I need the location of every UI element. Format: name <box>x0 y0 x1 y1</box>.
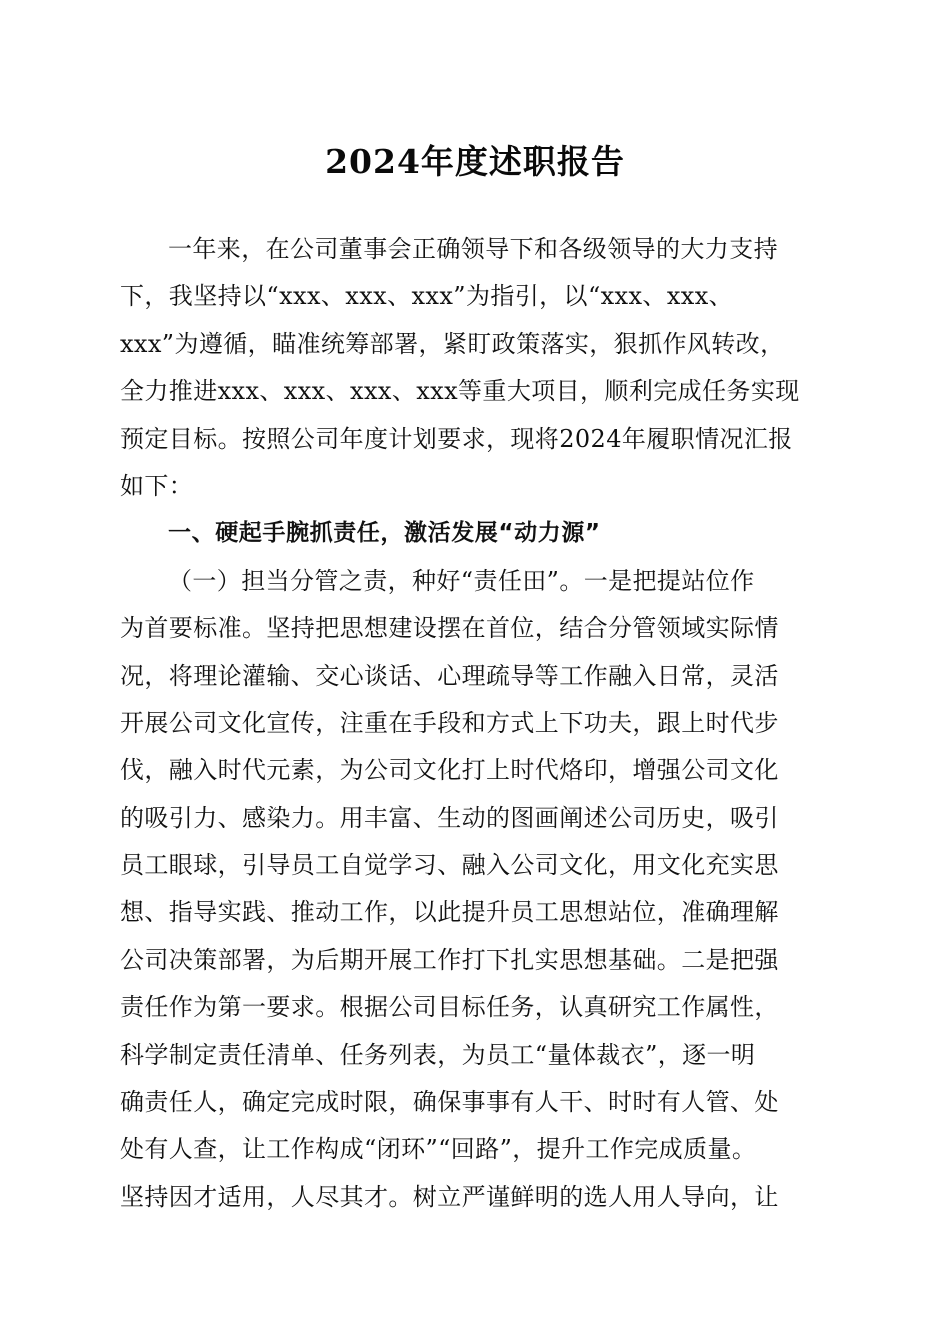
text-line: 全力推进xxx、xxx、xxx、xxx等重大项目，顺利完成任务实现 <box>120 377 800 406</box>
text-line: 开展公司文化宣传，注重在手段和方式上下功夫，跟上时代步 <box>120 708 779 737</box>
text-line: 处有人查，让工作构成“闭环”“回路”，提升工作完成质量。 <box>120 1135 757 1164</box>
text-line: 员工眼球，引导员工自觉学习、融入公司文化，用文化充实思 <box>120 851 779 880</box>
text-line: 责任作为第一要求。根据公司目标任务，认真研究工作属性， <box>120 993 779 1022</box>
text-line: 想、指导实践、推动工作，以此提升员工思想站位，准确理解 <box>120 898 779 927</box>
text-line: 下，我坚持以“xxx、xxx、xxx”为指引，以“xxx、xxx、 <box>120 282 734 311</box>
text-line: 科学制定责任清单、任务列表，为员工“量体裁衣”，逐一明 <box>120 1040 756 1069</box>
document-body <box>120 226 832 1221</box>
text-line: 坚持因才适用，人尽其才。树立严谨鲜明的选人用人导向，让 <box>120 1182 779 1211</box>
section-heading: 一、硬起手腕抓责任，激活发展“动力源” <box>168 520 601 547</box>
text-line: xxx”为遵循，瞄准统筹部署，紧盯政策落实，狠抓作风转改， <box>120 329 785 358</box>
text-line: 预定目标。按照公司年度计划要求，现将2024年履职情况汇报 <box>120 424 793 453</box>
text-line: 公司决策部署，为后期开展工作打下扎实思想基础。二是把强 <box>120 945 779 974</box>
text-line: 的吸引力、感染力。用丰富、生动的图画阐述公司历史，吸引 <box>120 803 779 832</box>
text-line: 况，将理论灌输、交心谈话、心理疏导等工作融入日常，灵活 <box>120 661 779 690</box>
text-line: 一年来，在公司董事会正确领导下和各级领导的大力支持 <box>168 235 778 263</box>
text-line: 为首要标准。坚持把思想建设摆在首位，结合分管领域实际情 <box>120 614 779 643</box>
text-line: 确责任人，确定完成时限，确保事事有人干、时时有人管、处 <box>120 1088 779 1117</box>
text-line: 如下： <box>120 471 194 500</box>
text-line: 伐，融入时代元素，为公司文化打上时代烙印，增强公司文化 <box>120 756 779 785</box>
text-line: （一）担当分管之责，种好“责任田”。一是把提站位作 <box>168 566 755 595</box>
document-title: 2024年度述职报告 <box>325 142 625 181</box>
